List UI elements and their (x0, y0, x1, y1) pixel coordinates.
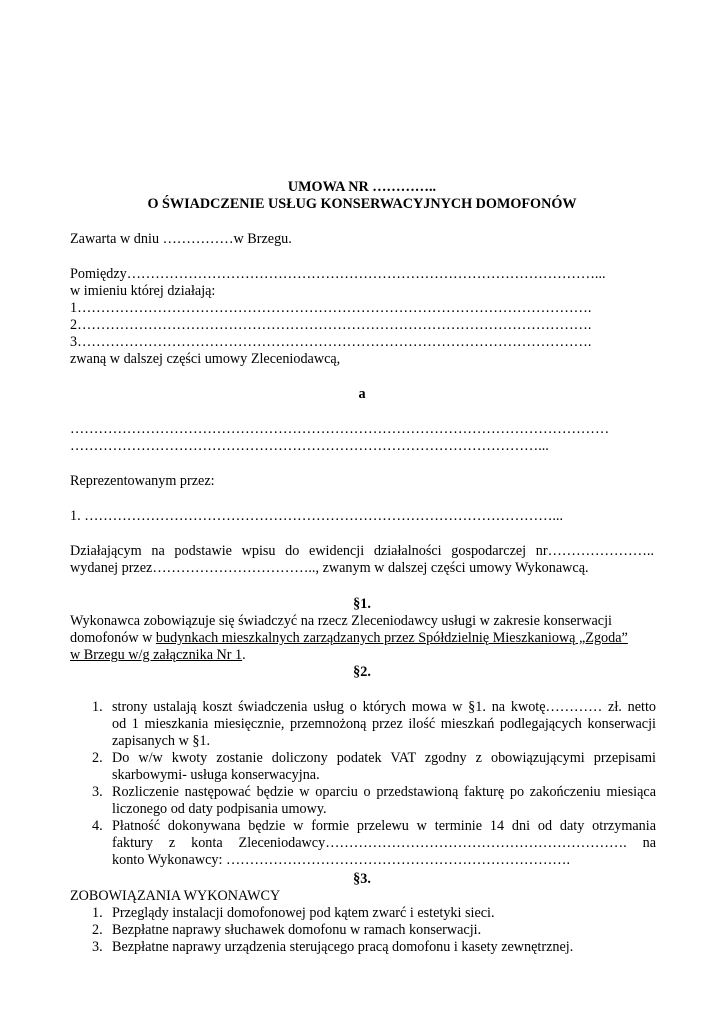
s2-item-3-line-2: liczonego od daty podpisania umowy. (112, 801, 327, 817)
on-behalf-line: w imieniu której działają: (70, 283, 216, 299)
section-2-heading: §2. (353, 664, 371, 680)
s3-item-1-number: 1. (92, 905, 103, 921)
s2-item-4-line-3: konto Wykonawcy: ………………………………………………………………. (112, 852, 570, 868)
s2-item-2-line-1: Do w/w kwoty zostanie doliczony podatek VAT zgodny z obowiązującymi przepisami (112, 750, 656, 766)
client-called-line: zwaną w dalszej części umowy Zleceniodawcą, (70, 351, 341, 367)
section-1-heading: §1. (353, 596, 371, 612)
contractor-rep-1: 1. ………………………………………………………………………………………... (70, 508, 564, 524)
client-rep-3: 3………………………………………………………………………………………………. (70, 334, 592, 350)
section-1-line-3-end: . (242, 647, 246, 663)
section-1-line-3 (70, 647, 246, 664)
contractor-dots-2: ………………………………………………………………………………………... (70, 438, 549, 454)
s2-item-2-line-2: skarbowymi- usługa konserwacyjna. (112, 767, 320, 783)
s3-item-2-number: 2. (92, 922, 103, 938)
client-rep-2: 2………………………………………………………………………………………………. (70, 317, 592, 333)
s2-item-4-line-1: Płatność dokonywana będzie w formie przelewu w terminie 14 dni od daty otrzymania (112, 818, 656, 834)
s2-item-2-number: 2. (92, 750, 103, 766)
s2-item-1-line-3: zapisanych w §1. (112, 733, 211, 749)
s2-item-1-line-1: strony ustalają koszt świadczenia usług o których mowa w §1. na kwotę………… zł. netto (112, 699, 656, 715)
s2-item-3-number: 3. (92, 784, 103, 800)
s2-item-1-line-2: od 1 mieszkania miesięcznie, przemnożoną przez ilość mieszkań podlegających konserwacji (112, 716, 656, 732)
contract-title: UMOWA NR ………….. (287, 179, 437, 195)
acting-line-2: wydanej przez…………………………….., zwanym w dalszej części umowy Wykonawcą. (70, 560, 589, 576)
contract-subtitle: O ŚWIADCZENIE USŁUG KONSERWACYJNYCH DOMOFONÓW (147, 196, 577, 212)
s2-item-4-number: 4. (92, 818, 103, 834)
contractor-dots-1: …………………………………………………………………………………………………… (70, 421, 610, 437)
s3-item-1-text: Przeglądy instalacji domofonowej pod kątem zwarć i estetyki sieci. (112, 905, 495, 921)
section-1-attachment-text: w Brzegu w/g załącznika Nr 1 (70, 647, 243, 663)
between-line: Pomiędzy………………………………………………………………………………………... (70, 266, 606, 282)
section-1-line-2-start: domofonów w (70, 630, 156, 646)
client-rep-1: 1………………………………………………………………………………………………. (70, 300, 592, 316)
acting-line-1: Działającym na podstawie wpisu do ewidencji działalności gospodarczej nr………………….. (70, 543, 654, 559)
section-1-line-1: Wykonawca zobowiązuje się świadczyć na rzecz Zleceniodawcy usługi w zakresie konserwacji (70, 613, 612, 629)
section-3-heading: §3. (353, 871, 371, 887)
s3-item-3-text: Bezpłatne naprawy urządzenia sterującego pracą domofonu i kasety zewnętrznej. (112, 939, 574, 955)
s2-item-3-line-1: Rozliczenie następować będzie w oparciu o przedstawioną fakturę po zakończeniu miesiąca (112, 784, 656, 800)
section-1-line-2 (70, 630, 628, 647)
section-1-buildings-text: budynkach mieszkalnych zarządzanych przez Spółdzielnię Mieszkaniową „Zgoda” (155, 630, 628, 646)
and-separator: a (358, 386, 366, 402)
s2-item-1-number: 1. (92, 699, 103, 715)
concluded-line: Zawarta w dniu ……………w Brzegu. (70, 231, 292, 247)
represented-by-line: Reprezentowanym przez: (70, 473, 215, 489)
s3-item-2-text: Bezpłatne naprawy słuchawek domofonu w ramach konserwacji. (112, 922, 482, 938)
s3-item-3-number: 3. (92, 939, 103, 955)
s2-item-4-line-2: faktury z konta Zleceniodawcy………………………………………………………. na (112, 835, 656, 851)
section-3-subheading: ZOBOWIĄZANIA WYKONAWCY (70, 888, 281, 904)
